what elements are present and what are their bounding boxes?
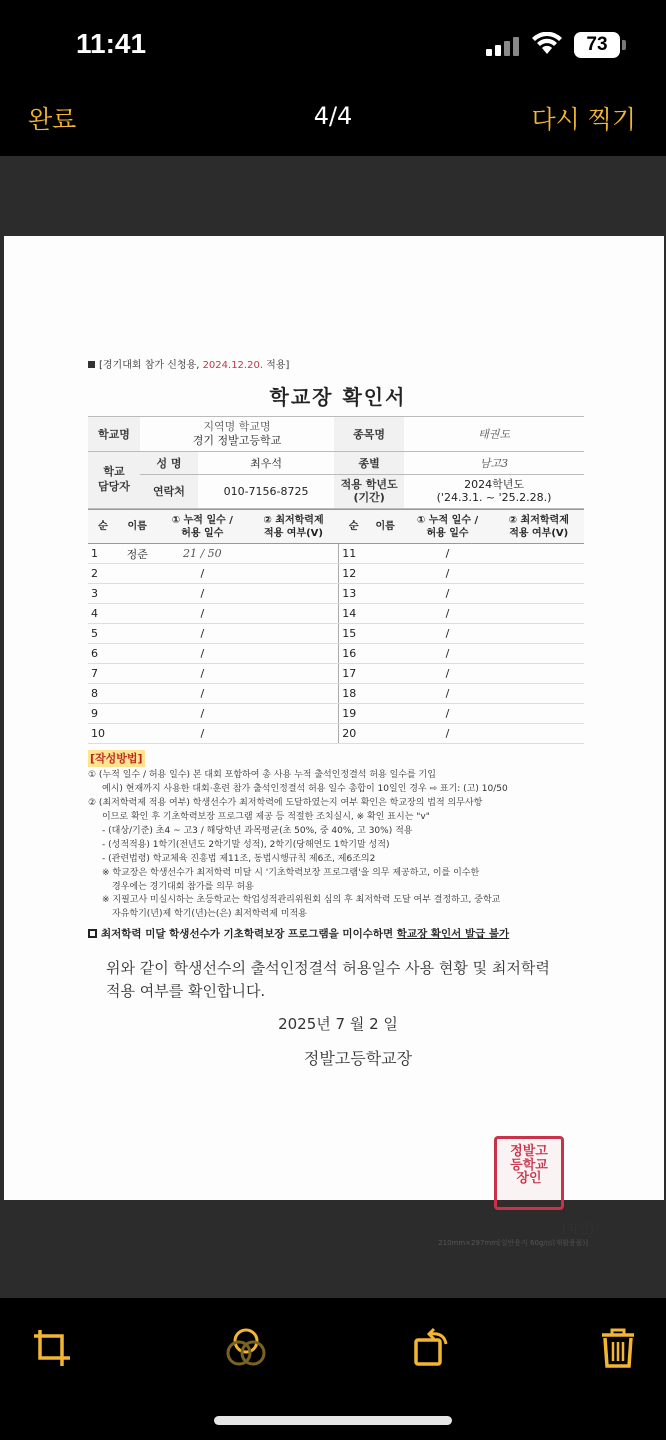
row-seq: 3 bbox=[88, 584, 118, 604]
home-indicator[interactable] bbox=[214, 1416, 452, 1425]
checkbox-icon bbox=[88, 929, 97, 938]
status-bar bbox=[0, 0, 666, 90]
row-name-right bbox=[369, 724, 402, 744]
table-row bbox=[88, 724, 584, 744]
method-line: 경우에는 경기대회 참가를 의무 허용 bbox=[112, 881, 254, 892]
row-days-right: / bbox=[402, 684, 494, 704]
row-name-right bbox=[369, 684, 402, 704]
school-label: 학교명 bbox=[88, 417, 140, 452]
row-name-right bbox=[369, 664, 402, 684]
row-name-right bbox=[369, 564, 402, 584]
table-row bbox=[88, 644, 584, 664]
table-row bbox=[88, 704, 584, 724]
table-row bbox=[88, 604, 584, 624]
row-days: 21 / 50 bbox=[156, 544, 248, 564]
battery-tip bbox=[622, 40, 626, 50]
method-line: 자유학기(년)제 학기(년)는(은) 최저학력제 미적용 bbox=[112, 909, 307, 920]
wifi-icon bbox=[532, 32, 562, 56]
row-min bbox=[248, 584, 339, 604]
row-name bbox=[118, 604, 156, 624]
row-min-right bbox=[493, 644, 584, 664]
retake-button[interactable]: 다시 찍기 bbox=[531, 105, 636, 134]
row-seq-right: 14 bbox=[339, 604, 369, 624]
method-line: ② (최저학력제 적용 여부) 학생선수가 최저학력에 도달하였는지 여부 확인은 학교장의 법적 의무사항 bbox=[88, 797, 483, 808]
table-row bbox=[88, 584, 584, 604]
col-name-right: 이름 bbox=[369, 510, 402, 544]
table-row bbox=[88, 564, 584, 584]
col-days: ① 누적 일수 / 허용 일수 bbox=[156, 510, 248, 544]
row-seq: 4 bbox=[88, 604, 118, 624]
row-days: / bbox=[156, 684, 248, 704]
row-seq-right: 17 bbox=[339, 664, 369, 684]
row-days-right: / bbox=[402, 664, 494, 684]
col-days-right: ① 누적 일수 / 허용 일수 bbox=[402, 510, 494, 544]
student-table-body bbox=[88, 544, 584, 744]
row-days: / bbox=[156, 624, 248, 644]
square-bullet-icon bbox=[88, 361, 95, 368]
row-name bbox=[118, 664, 156, 684]
school-value: 지역명 학교명 경기 정발고등학교 bbox=[140, 417, 334, 452]
method-line: - (관련법령) 학교체육 진흥법 제11조, 동법시행규칙 제6조, 제6조의2 bbox=[102, 853, 376, 864]
row-min-right bbox=[493, 664, 584, 684]
row-seq: 9 bbox=[88, 704, 118, 724]
row-min-right bbox=[493, 584, 584, 604]
row-days: / bbox=[156, 724, 248, 744]
row-days: / bbox=[156, 704, 248, 724]
method-line: - (성적적용) 1학기(전년도 2학기말 성적), 2학기(당해연도 1학기말 성적) bbox=[102, 839, 390, 850]
row-min bbox=[248, 684, 339, 704]
event-label: 종목명 bbox=[334, 417, 404, 452]
row-seq: 1 bbox=[88, 544, 118, 564]
row-name bbox=[118, 704, 156, 724]
document-note: [경기대회 참가 신청용, 2024.12.20. 적용] bbox=[88, 356, 588, 371]
category-value: 남고3 bbox=[404, 451, 584, 474]
row-min-right bbox=[493, 604, 584, 624]
row-seq-right: 18 bbox=[339, 684, 369, 704]
table-row bbox=[88, 624, 584, 644]
applied-year-label: 적용 학년도 (기간) bbox=[334, 474, 404, 509]
method-line: ※ 학교장은 학생선수가 최저학력 미달 시 '기초학력보장 프로그램'을 의무 제공하고, 이를 이수한 bbox=[102, 867, 480, 878]
row-seq: 10 bbox=[88, 724, 118, 744]
row-seq: 5 bbox=[88, 624, 118, 644]
row-min-right bbox=[493, 704, 584, 724]
row-seq: 6 bbox=[88, 644, 118, 664]
contact-value: 010-7156-8725 bbox=[198, 474, 334, 509]
battery-icon: 73 bbox=[574, 32, 620, 58]
row-name-right bbox=[369, 644, 402, 664]
row-name bbox=[118, 684, 156, 704]
warning-line: 최저학력 미달 학생선수가 기초학력보장 프로그램을 미이수하면 학교장 확인서 발급 불가 bbox=[88, 926, 588, 942]
row-seq: 8 bbox=[88, 684, 118, 704]
principal-name: 정발고등학교장 bbox=[303, 1049, 413, 1069]
filter-icon[interactable] bbox=[224, 1326, 268, 1370]
row-days-right: / bbox=[402, 624, 494, 644]
row-seq-right: 12 bbox=[339, 564, 369, 584]
page-counter: 4/4 bbox=[313, 102, 353, 130]
row-days-right: / bbox=[402, 604, 494, 624]
confirmation-text: 위와 같이 학생선수의 출석인정결석 허용일수 사용 현황 및 최저학력 적용 여부를 확인합니다. bbox=[106, 958, 550, 1000]
row-name-right bbox=[369, 584, 402, 604]
col-min: ② 최저학력제 적용 여부(V) bbox=[248, 510, 339, 544]
status-time: 11:41 bbox=[76, 28, 147, 59]
row-seq-right: 16 bbox=[339, 644, 369, 664]
row-name bbox=[118, 564, 156, 584]
seal-note: (직인) bbox=[561, 1222, 594, 1236]
student-table bbox=[88, 509, 584, 744]
document-content bbox=[88, 356, 594, 1247]
col-seq: 순 bbox=[88, 510, 118, 544]
col-name: 이름 bbox=[118, 510, 156, 544]
row-days: / bbox=[156, 664, 248, 684]
contact-label: 연락처 bbox=[140, 474, 198, 509]
row-min bbox=[248, 704, 339, 724]
row-name-right bbox=[369, 704, 402, 724]
row-seq-right: 19 bbox=[339, 704, 369, 724]
document-title: 학교장 확인서 bbox=[269, 385, 407, 409]
row-name bbox=[118, 624, 156, 644]
row-days-right: / bbox=[402, 724, 494, 744]
row-min bbox=[248, 664, 339, 684]
row-min bbox=[248, 564, 339, 584]
issue-date: 2025년 7 월 2 일 bbox=[278, 1015, 398, 1034]
manager-label: 학교 담당자 bbox=[88, 451, 140, 509]
row-min bbox=[248, 644, 339, 664]
row-name-right bbox=[369, 604, 402, 624]
cellular-signal-icon bbox=[486, 36, 522, 56]
row-min-right bbox=[493, 544, 584, 564]
row-min-right bbox=[493, 684, 584, 704]
row-min-right bbox=[493, 564, 584, 584]
row-min bbox=[248, 624, 339, 644]
row-seq: 2 bbox=[88, 564, 118, 584]
row-min bbox=[248, 604, 339, 624]
table-row bbox=[88, 544, 584, 564]
row-seq-right: 20 bbox=[339, 724, 369, 744]
row-seq-right: 13 bbox=[339, 584, 369, 604]
method-title: [작성방법] bbox=[88, 750, 145, 767]
row-seq-right: 11 bbox=[339, 544, 369, 564]
scan-preview-area bbox=[0, 156, 666, 1298]
method-line: 이므로 확인 후 기초학력보장 프로그램 제공 등 적절한 조치실시, ※ 확인 표시는 "v" bbox=[102, 811, 430, 822]
top-nav bbox=[0, 90, 666, 156]
method-line: - (대상/기준) 초4 ~ 고3 / 해당학년 과목평균(초 50%, 중 40%, 고 30%) 적용 bbox=[102, 825, 413, 836]
row-min-right bbox=[493, 724, 584, 744]
table-row bbox=[88, 684, 584, 704]
student-table-header bbox=[88, 510, 584, 544]
row-days: / bbox=[156, 604, 248, 624]
row-days: / bbox=[156, 644, 248, 664]
paper-size-note: 210mm×297mm[일반용지 60g/㎡(재활용품)] bbox=[438, 1239, 588, 1247]
table-row bbox=[88, 664, 584, 684]
manager-name: 최우석 bbox=[198, 451, 334, 474]
name-label: 성 명 bbox=[140, 451, 198, 474]
trash-icon[interactable] bbox=[596, 1326, 640, 1370]
category-label: 종별 bbox=[334, 451, 404, 474]
row-name-right bbox=[369, 624, 402, 644]
row-min bbox=[248, 724, 339, 744]
method-line: ※ 지필고사 미실시하는 초등학교는 학업성적관리위원회 심의 후 최저학력 도달 여부 결정하고, 중학교 bbox=[102, 895, 501, 906]
done-button[interactable]: 완료 bbox=[28, 105, 77, 134]
applied-year-value: 2024학년도 ('24.3.1. ~ '25.2.28.) bbox=[404, 474, 584, 509]
row-seq-right: 15 bbox=[339, 624, 369, 644]
row-name: 정준 bbox=[118, 544, 156, 564]
row-name bbox=[118, 584, 156, 604]
col-min-right: ② 최저학력제 적용 여부(V) bbox=[493, 510, 584, 544]
event-value: 태권도 bbox=[404, 417, 584, 452]
scanned-document[interactable] bbox=[4, 236, 664, 1247]
official-seal-stamp: 정발고등학교장인 bbox=[494, 1136, 564, 1210]
row-seq: 7 bbox=[88, 664, 118, 684]
writing-method bbox=[88, 750, 588, 943]
row-days-right: / bbox=[402, 584, 494, 604]
row-min-right bbox=[493, 624, 584, 644]
row-days-right: / bbox=[402, 544, 494, 564]
row-days-right: / bbox=[402, 564, 494, 584]
row-name bbox=[118, 724, 156, 744]
row-name bbox=[118, 644, 156, 664]
col-seq-right: 순 bbox=[339, 510, 369, 544]
row-days-right: / bbox=[402, 644, 494, 664]
row-days-right: / bbox=[402, 704, 494, 724]
row-name-right bbox=[369, 544, 402, 564]
rotate-icon[interactable] bbox=[410, 1326, 454, 1370]
method-line: 예시) 현재까지 사용한 대회·훈련 참가 출석인정결석 허용 일수 총합이 10일인 경우 ⇨ 표기: (고) 10/50 bbox=[102, 783, 508, 794]
method-line: ① (누적 일수 / 허용 일수) 본 대회 포함하여 총 사용 누적 출석인정결석 허용 일수를 기입 bbox=[88, 770, 436, 781]
info-table bbox=[88, 416, 584, 509]
crop-icon[interactable] bbox=[30, 1326, 74, 1370]
row-min bbox=[248, 544, 339, 564]
row-days: / bbox=[156, 584, 248, 604]
row-days: / bbox=[156, 564, 248, 584]
